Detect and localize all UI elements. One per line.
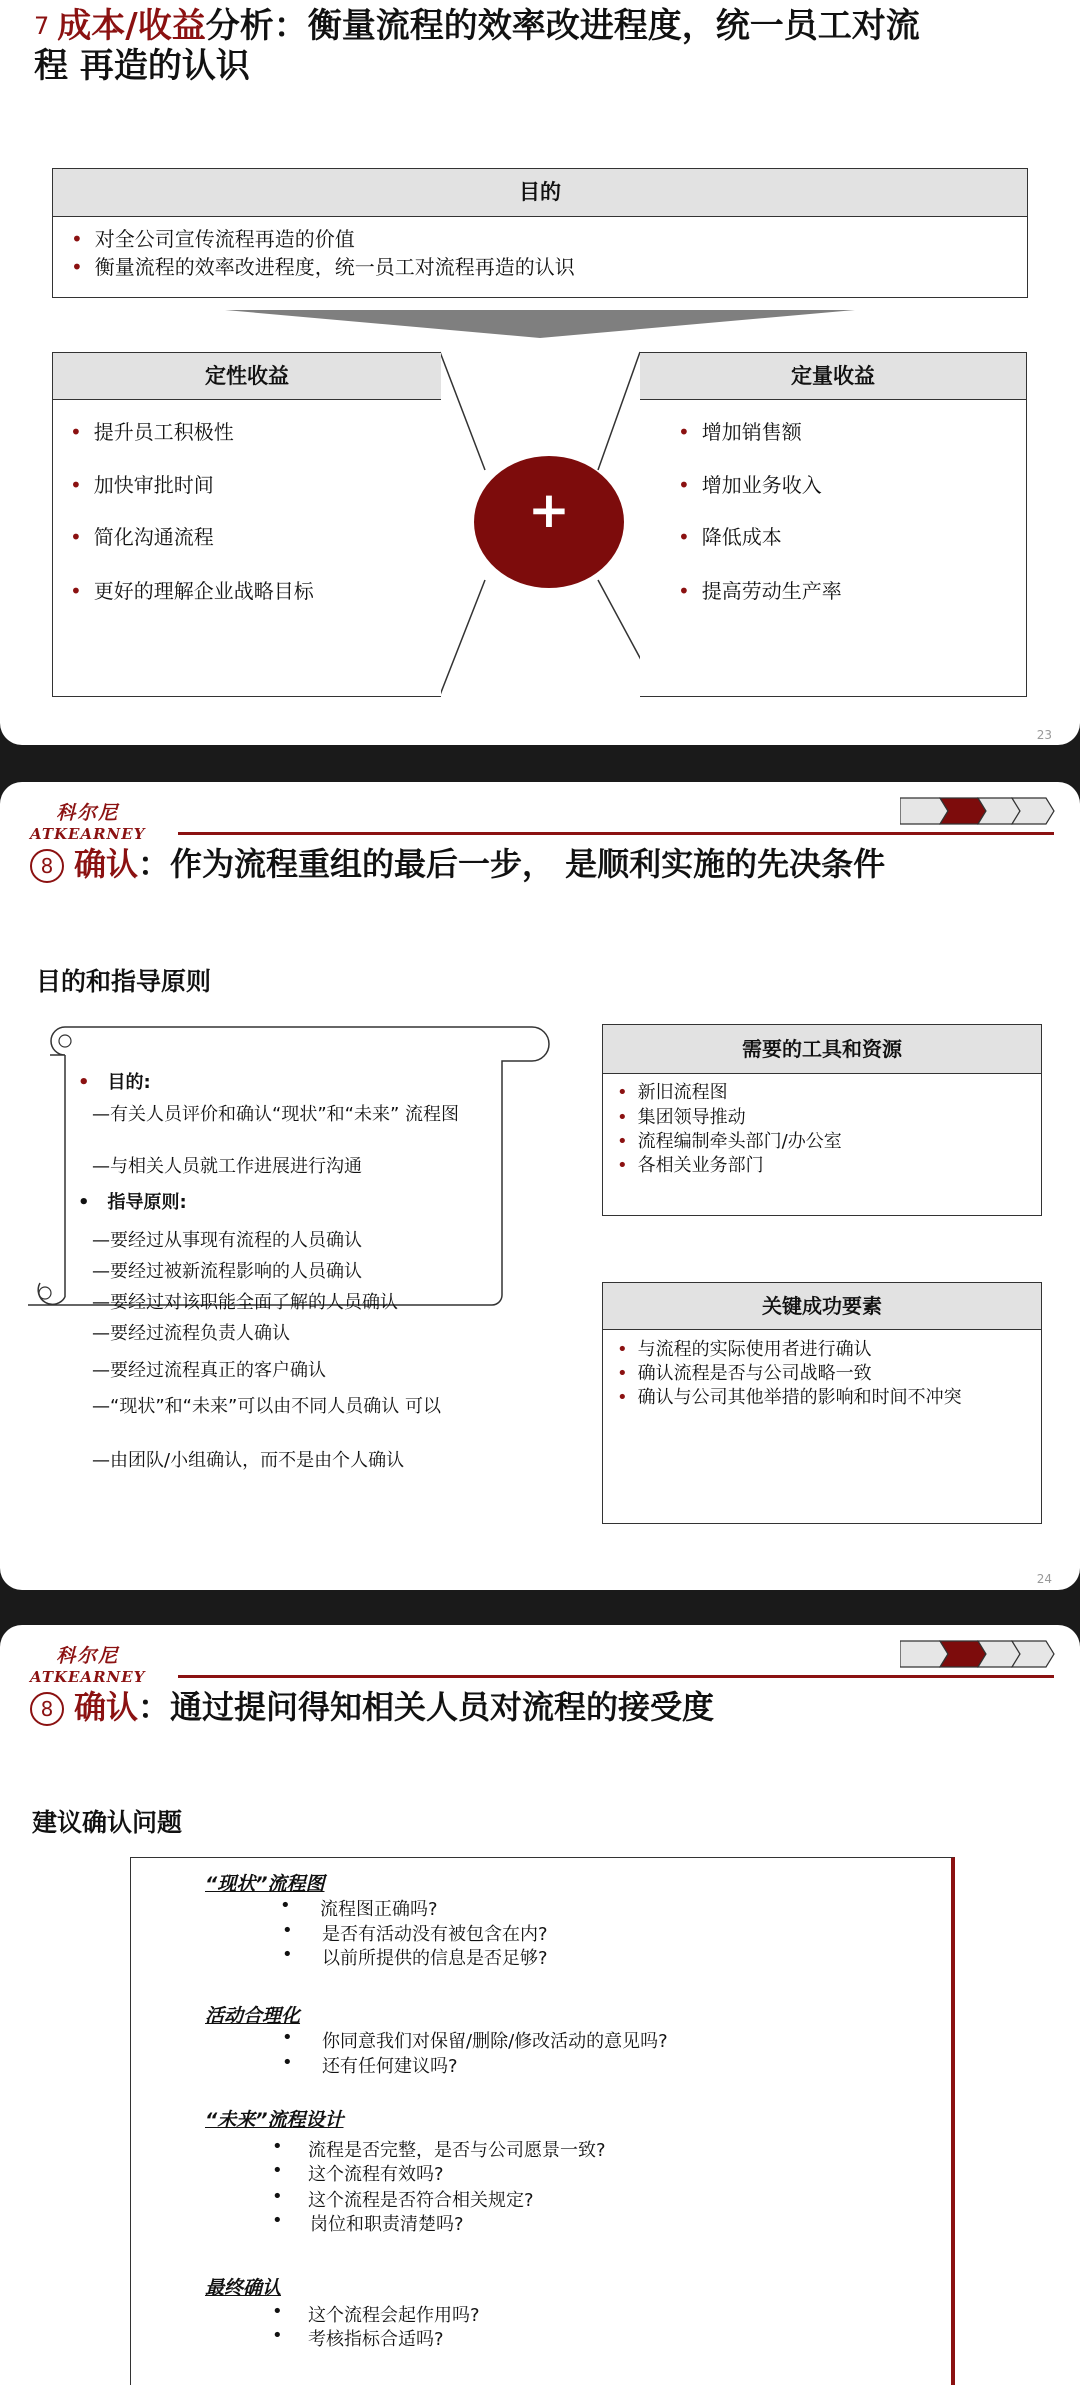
purpose-box <box>52 168 1028 298</box>
guide-item: —要经过从事现有流程的人员确认 <box>92 1230 362 1251</box>
question-item: • 岗位和职责清楚吗? <box>272 2210 464 2235</box>
quantitative-header: 定量收益 <box>640 353 1026 400</box>
qualitative-header: 定性收益 <box>53 353 441 400</box>
question-item: • 是否有活动没有被包含在内? <box>282 1920 548 1945</box>
purpose-item: —有关人员评价和确认“现状”和“未来” 流程图 <box>92 1104 460 1125</box>
atkearney-logo: 科尔尼 ATKEARNEY <box>30 1645 146 1686</box>
question-group-heading: 最终确认 <box>205 2277 282 2299</box>
step-number-badge: 8 <box>30 1692 64 1726</box>
question-item: • 流程图正确吗? <box>280 1895 438 1920</box>
step-number-badge: 8 <box>30 849 64 883</box>
question-item: • 流程是否完整，是否与公司愿景一致? <box>272 2136 606 2161</box>
purpose-item: —与相关人员就工作进展进行沟通 <box>92 1156 362 1177</box>
question-item: • 还有任何建议吗? <box>282 2052 458 2077</box>
header-rule <box>178 1675 1054 1678</box>
tools-item: • 集团领导推动 <box>617 1107 746 1128</box>
page-number: 24 <box>1036 1572 1052 1586</box>
question-item: • 以前所提供的信息是否足够? <box>282 1944 548 1969</box>
tools-item: • 流程编制牵头部门/办公室 <box>617 1131 842 1152</box>
quantitative-item: • 降低成本 <box>678 525 782 549</box>
question-item: • 你同意我们对保留/删除/修改活动的意见吗? <box>282 2027 668 2052</box>
guide-item: —要经过流程负责人确认 <box>92 1323 290 1344</box>
quantitative-item: • 增加业务收入 <box>678 473 822 497</box>
title-text-2: 程 再造的认识 <box>34 46 250 86</box>
purpose-label: • 目的: <box>78 1072 151 1093</box>
slide-number-badge: 7 <box>34 12 50 40</box>
section-heading: 建议确认问题 <box>32 1808 183 1837</box>
question-item: • 考核指标合适吗? <box>272 2325 444 2350</box>
quantitative-item: • 增加销售额 <box>678 420 802 444</box>
tools-item: • 新旧流程图 <box>617 1082 728 1103</box>
question-group-heading: “现状”流程图 <box>205 1873 325 1895</box>
qualitative-item: • 简化沟通流程 <box>70 525 214 549</box>
question-item: • 这个流程会起作用吗? <box>272 2301 480 2326</box>
qualitative-item: • 提升员工积极性 <box>70 420 234 444</box>
purpose-header: 目的 <box>53 169 1027 217</box>
slide-24 <box>0 782 1080 1590</box>
key-success-item: • 与流程的实际使用者进行确认 <box>617 1339 872 1360</box>
key-success-header: 关键成功要素 <box>603 1283 1041 1330</box>
atkearney-logo: 科尔尼 ATKEARNEY <box>30 802 146 843</box>
guide-item: —要经过对该职能全面了解的人员确认 <box>92 1292 398 1313</box>
question-item: • 这个流程有效吗? <box>272 2160 444 2185</box>
question-group-heading: “未来”流程设计 <box>205 2109 344 2131</box>
title-text-1: 分析：衡量流程的效率改进程度，统一员工对流 <box>205 6 920 46</box>
tools-box <box>602 1024 1042 1216</box>
funnel-arrow <box>225 310 855 338</box>
purpose-item: • 衡量流程的效率改进程度，统一员工对流程再造的认识 <box>71 255 575 279</box>
progress-chevrons <box>900 1639 1060 1669</box>
key-success-item: • 确认流程是否与公司战略一致 <box>617 1363 872 1384</box>
guide-item: —要经过流程真正的客户确认 <box>92 1360 326 1381</box>
guide-item: —由团队/小组确认，而不是由个人确认 <box>92 1450 405 1471</box>
plus-icon: + <box>528 481 570 539</box>
guide-label: • 指导原则: <box>78 1192 187 1213</box>
qualitative-item: • 更好的理解企业战略目标 <box>70 579 314 603</box>
progress-chevrons <box>900 796 1060 826</box>
key-success-box <box>602 1282 1042 1524</box>
slide-title: 8 确认：作为流程重组的最后一步， 是顺利实施的先决条件 <box>30 844 885 884</box>
quantitative-item: • 提高劳动生产率 <box>678 579 842 603</box>
question-group-heading: 活动合理化 <box>205 2005 301 2027</box>
title-highlight: 成本/收益 <box>57 6 206 46</box>
slide-23 <box>0 0 1080 745</box>
page-number: 23 <box>1036 728 1052 742</box>
header-rule <box>178 832 1054 835</box>
purpose-item: • 对全公司宣传流程再造的价值 <box>71 227 355 251</box>
tools-item: • 各相关业务部门 <box>617 1155 764 1176</box>
slide-title <box>34 6 1064 86</box>
tools-header: 需要的工具和资源 <box>603 1025 1041 1074</box>
section-heading: 目的和指导原则 <box>36 967 212 996</box>
guide-item: —要经过被新流程影响的人员确认 <box>92 1261 362 1282</box>
guide-item: —“现状”和“未来”可以由不同人员确认 可以 <box>92 1396 442 1417</box>
qualitative-item: • 加快审批时间 <box>70 473 214 497</box>
slide-title: 8 确认：通过提问得知相关人员对流程的接受度 <box>30 1687 714 1727</box>
slide-25 <box>0 1625 1080 2385</box>
key-success-item: • 确认与公司其他举措的影响和时间不冲突 <box>617 1387 962 1408</box>
question-item: • 这个流程是否符合相关规定? <box>272 2186 534 2211</box>
